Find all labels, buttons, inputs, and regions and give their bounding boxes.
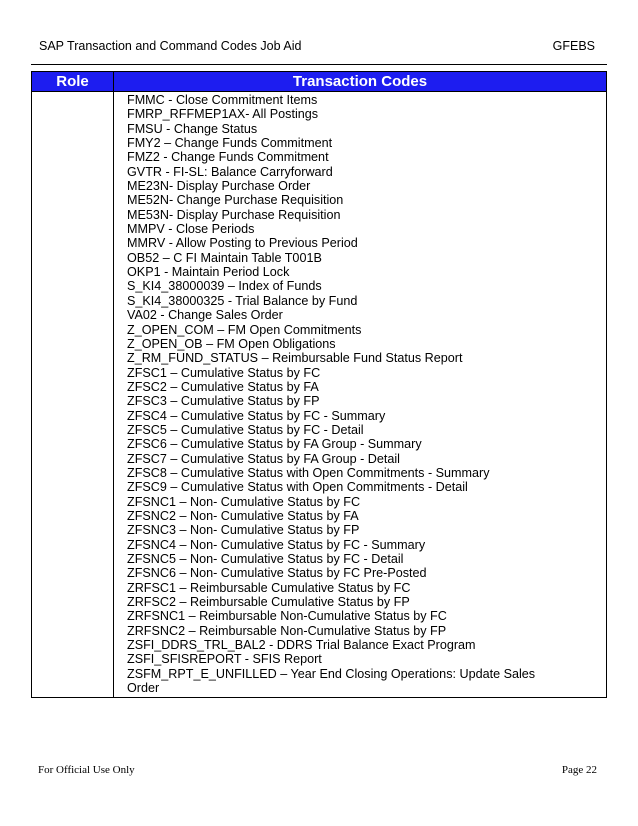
transaction-code-item: OKP1 - Maintain Period Lock (127, 265, 290, 280)
transaction-code-item: ZFSC7 – Cumulative Status by FA Group - Detail (127, 451, 400, 466)
transaction-code-item: Z_OPEN_COM – FM Open Commitments (127, 322, 362, 337)
transaction-code-item: Z_RM_FUND_STATUS – Reimbursable Fund Status Report (127, 351, 463, 366)
transaction-codes-table (31, 71, 607, 698)
transaction-code-item: FMZ2 - Change Funds Commitment (127, 150, 329, 165)
role-cell (32, 92, 114, 697)
transaction-code-item: ZFSNC4 – Non- Cumulative Status by FC - Summary (127, 537, 426, 552)
transaction-code-item: ZRFSNC2 – Reimbursable Non-Cumulative Status by FP (127, 623, 447, 638)
transaction-code-item: ZFSC4 – Cumulative Status by FC - Summary (127, 408, 386, 423)
transaction-code-item: MMRV - Allow Posting to Previous Period (127, 236, 358, 251)
transaction-code-item: ME53N- Display Purchase Requisition (127, 207, 341, 222)
document-title: SAP Transaction and Command Codes Job Aid (39, 39, 302, 53)
table-header-row (32, 72, 606, 92)
header-divider (31, 64, 607, 65)
transaction-code-item: GVTR - FI-SL: Balance Carryforward (127, 164, 333, 179)
transaction-code-item: ZRFSNC1 – Reimbursable Non-Cumulative Status by FC (127, 609, 447, 624)
transaction-codes-cell (114, 92, 606, 697)
transaction-code-item: S_KI4_38000039 – Index of Funds (127, 279, 322, 294)
transaction-code-item: VA02 - Change Sales Order (127, 308, 283, 323)
transaction-code-item: FMMC - Close Commitment Items (127, 93, 318, 107)
transaction-code-item: ZSFM_RPT_E_UNFILLED – Year End Closing Operations: Update Sales Order (127, 666, 536, 696)
transaction-code-item: ZSFI_SFISREPORT - SFIS Report (127, 652, 322, 667)
transaction-code-item: ZFSC5 – Cumulative Status by FC - Detail (127, 422, 364, 437)
transaction-code-item: ZFSNC1 – Non- Cumulative Status by FC (127, 494, 361, 509)
transaction-code-item: ZFSNC5 – Non- Cumulative Status by FC - Detail (127, 552, 404, 566)
transaction-code-item: ZFSC9 – Cumulative Status with Open Commitments - Detail (127, 480, 468, 495)
transaction-code-item: ME23N- Display Purchase Order (127, 179, 311, 194)
transaction-codes-column-header: Transaction Codes (292, 73, 428, 90)
transaction-code-item: ZFSC2 – Cumulative Status by FA (127, 379, 319, 394)
table-body-row (32, 92, 606, 697)
transaction-code-item: ZFSC1 – Cumulative Status by FC (127, 365, 321, 380)
transaction-code-item: ZFSC8 – Cumulative Status with Open Commitments - Summary (127, 465, 490, 480)
transaction-code-item: FMRP_RFFMEP1AX- All Postings (127, 107, 319, 122)
transaction-code-item: ME52N- Change Purchase Requisition (127, 193, 344, 208)
page-number: Page 22 (561, 764, 597, 776)
organization-name: GFEBS (552, 39, 595, 53)
transaction-code-item: ZRFSC1 – Reimbursable Cumulative Status by FC (127, 580, 411, 595)
footer-classification: For Official Use Only (38, 764, 135, 776)
transaction-code-item: MMPV - Close Periods (127, 222, 255, 237)
transaction-code-item: FMY2 – Change Funds Commitment (127, 136, 333, 151)
transaction-code-item: S_KI4_38000325 - Trial Balance by Fund (127, 293, 358, 308)
transaction-code-item: ZFSC6 – Cumulative Status by FA Group - Summary (127, 437, 422, 452)
transaction-code-item: ZFSNC6 – Non- Cumulative Status by FC Pre-Posted (127, 566, 427, 581)
transaction-code-item: ZSFI_DDRS_TRL_BAL2 - DDRS Trial Balance Exact Program (127, 638, 476, 653)
transaction-code-item: ZFSNC2 – Non- Cumulative Status by FA (127, 508, 359, 523)
transaction-code-item: OB52 – C FI Maintain Table T001B (127, 250, 322, 265)
transaction-code-item: ZRFSC2 – Reimbursable Cumulative Status by FP (127, 595, 410, 610)
role-column-header: Role (32, 72, 114, 91)
transaction-code-item: Z_OPEN_OB – FM Open Obligations (127, 336, 336, 351)
transaction-code-item: FMSU - Change Status (127, 121, 258, 136)
transaction-code-item: ZFSNC3 – Non- Cumulative Status by FP (127, 523, 360, 538)
transaction-code-item: ZFSC3 – Cumulative Status by FP (127, 394, 320, 409)
